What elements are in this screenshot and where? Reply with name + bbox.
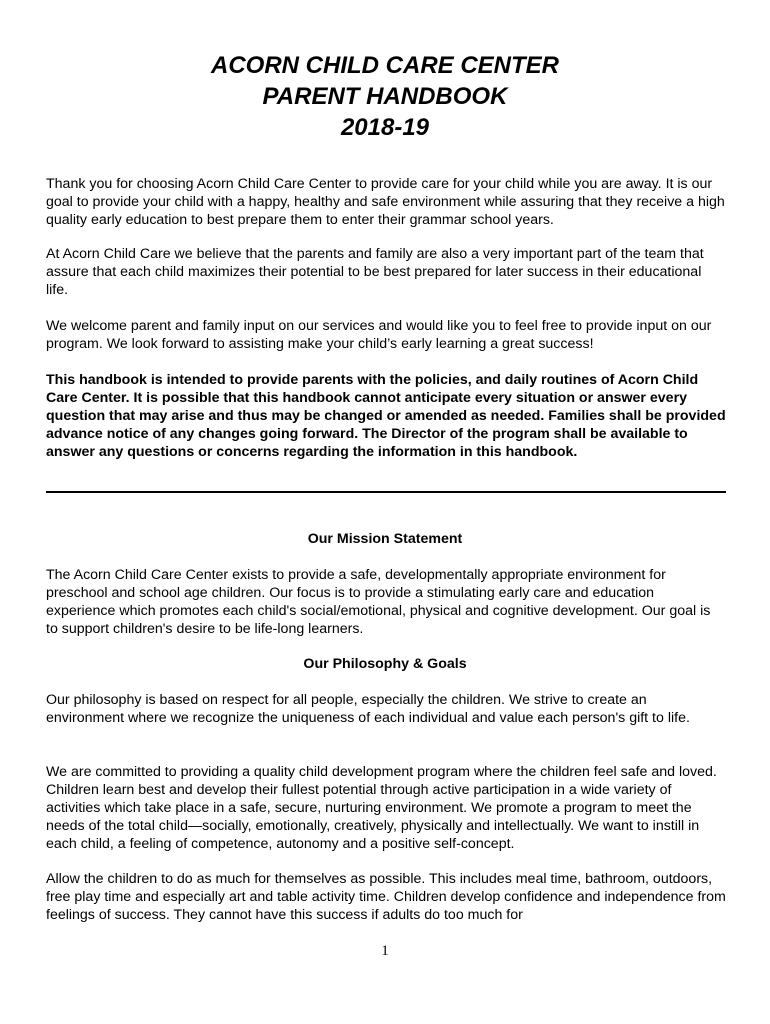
philosophy-paragraph-independence: Allow the children to do as much for themselves as possible. This includes meal time, bathroom, outdoors, free play time and especially art and table activity time. Children develop confidence and independence from feelings of success. They cannot have this success if adults do too much for (46, 871, 726, 923)
mission-statement-text: The Acorn Child Care Center exists to provide a safe, developmentally appropriate environment for preschool and school age children. Our focus is to provide a stimulating early care and education experience which promotes each child's social/emotional, physical and cognitive development. Our goal is to support children's desire to be life-long learners. (46, 567, 711, 637)
document-title (0, 50, 770, 143)
intro-paragraph-welcome: We welcome parent and family input on our services and would like you to feel free to provide input on our program. We look forward to assisting make your child’s early learning a great success! (46, 318, 712, 352)
handbook-notice: This handbook is intended to provide parents with the policies, and daily routines of Acorn Child Care Center. It is possible that this handbook cannot anticipate every situation or answer every question that may arise and thus may be changed or amended as needed. Families shall be provided advance notice of any changes going forward. The Director of the program shall be available to answer any questions or concerns regarding the information in this handbook. (46, 372, 726, 460)
page-number: 1 (381, 943, 389, 959)
section-divider (46, 491, 726, 493)
intro-paragraph-thank-you: Thank you for choosing Acorn Child Care Center to provide care for your child while you are away. It is our goal to provide your child with a happy, healthy and safe environment while assuring that they receive a high quality early education to best prepare them to enter their grammar school years. (46, 176, 725, 228)
title-year: 2018-19 (340, 114, 430, 141)
philosophy-paragraph-commitment: We are committed to providing a quality child development program where the children feel safe and loved. Children learn best and develop their fullest potential through active participation in a wide variety of activities which take place in a safe, secure, nurturing environment. We promote a program to meet the needs of the total child—socially, emotionally, creatively, physically and intellectually. We want to instill in each child, a feeling of competence, autonomy and a positive self-concept. (46, 764, 717, 852)
philosophy-heading: Our Philosophy & Goals (303, 656, 467, 672)
mission-heading: Our Mission Statement (307, 531, 463, 547)
title-center-name: ACORN CHILD CARE CENTER (211, 52, 559, 79)
intro-paragraph-team: At Acorn Child Care we believe that the parents and family are also a very important part of the team that assure that each child maximizes their potential to be best prepared for later success in their educational life. (46, 246, 704, 298)
philosophy-paragraph-respect: Our philosophy is based on respect for all people, especially the children. We strive to create an environment where we recognize the uniqueness of each individual and value each person's gift to life. (46, 692, 690, 726)
title-handbook: PARENT HANDBOOK (262, 83, 508, 110)
